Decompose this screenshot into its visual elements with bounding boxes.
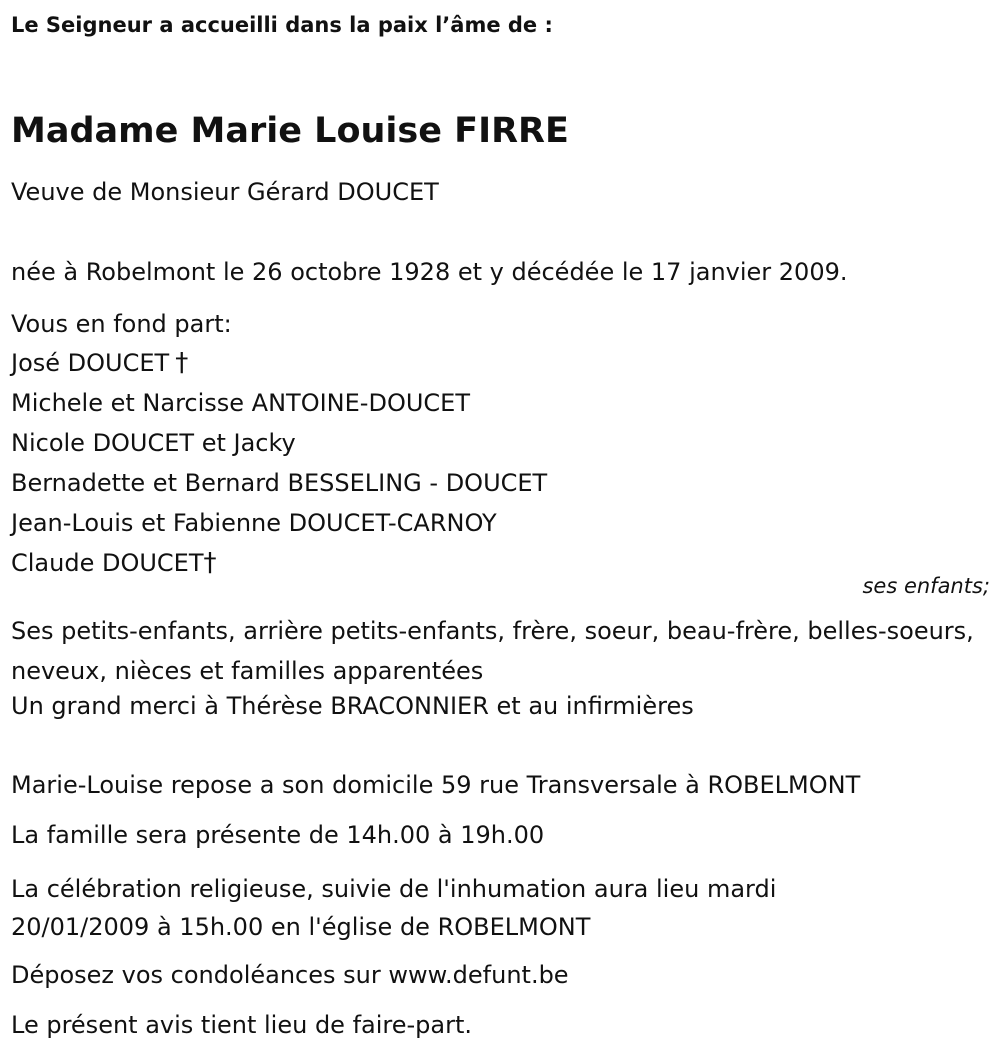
family-member: Bernadette et Bernard BESSELING - DOUCET [11,469,548,497]
cross-icon: † [175,348,189,378]
family-member [11,348,188,378]
celebration-text: La célébration religieuse, suivie de l'inhumation aura lieu mardi 20/01/2009 à 15h.00 en l'église de ROBELMONT [11,875,777,941]
closing-text: Le présent avis tient lieu de faire-part. [11,1011,473,1039]
children-label: ses enfants; [862,574,990,598]
family-member [11,548,217,578]
condolences-text: Déposez vos condoléances sur www.defunt.be [11,961,569,989]
family-member-name: Claude DOUCET [11,549,204,577]
announcement-text: Vous en fond part: [11,310,232,338]
deceased-name: Madame Marie Louise FIRRE [11,111,569,152]
birth-death-text: née à Robelmont le 26 octobre 1928 et y décédée le 17 janvier 2009. [11,258,848,286]
thanks-text: Un grand merci à Thérèse BRACONNIER et au infirmières [11,692,694,720]
family-member-name: José DOUCET [11,349,170,377]
family-presence-text: La famille sera présente de 14h.00 à 19h.00 [11,821,545,849]
spouse-text: Veuve de Monsieur Gérard DOUCET [11,178,439,206]
cross-icon: † [203,548,217,578]
family-member: Jean-Louis et Fabienne DOUCET-CARNOY [11,509,497,537]
intro-text: Le Seigneur a accueilli dans la paix l’âme de : [11,13,553,37]
family-member: Michele et Narcisse ANTOINE-DOUCET [11,389,470,417]
repose-text: Marie-Louise repose a son domicile 59 rue Transversale à ROBELMONT [11,771,861,799]
relatives-text: Ses petits-enfants, arrière petits-enfants, frère, soeur, beau-frère, belles-soeurs, neveux, nièces et familles apparentées [11,617,974,685]
family-member: Nicole DOUCET et Jacky [11,429,296,457]
